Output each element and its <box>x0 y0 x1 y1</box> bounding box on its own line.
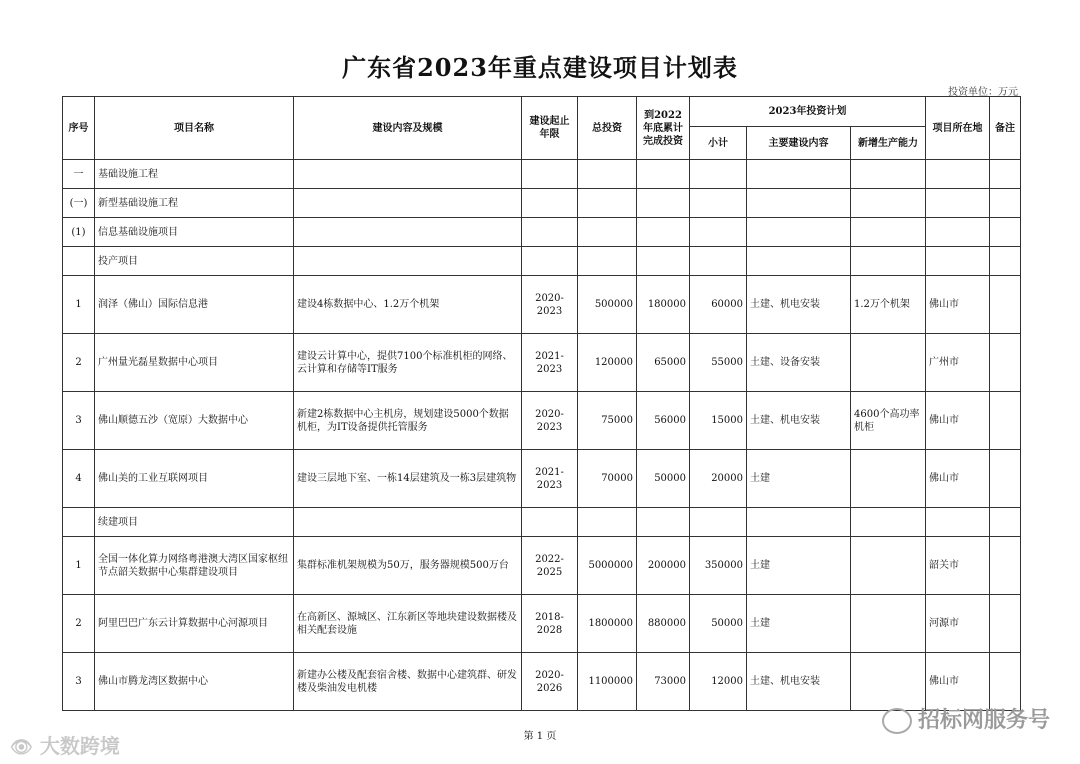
row-period: 2020-2026 <box>522 653 578 711</box>
row-subtotal: 12000 <box>690 653 747 711</box>
page-title: 广东省2023年重点建设项目计划表 <box>342 53 738 82</box>
row-seq: 4 <box>63 450 95 508</box>
header-seq: 序号 <box>63 97 95 160</box>
header-total: 总投资 <box>578 97 637 160</box>
row-location: 佛山市 <box>926 392 990 450</box>
watermark-left: 👁 大数跨境 <box>10 734 120 758</box>
row-seq: 1 <box>63 537 95 595</box>
header-subtotal: 小计 <box>690 127 747 160</box>
row-project-name: 全国一体化算力网络粤港澳大湾区国家枢纽节点韶关数据中心集群建设项目 <box>95 537 294 595</box>
table-row <box>63 595 1021 653</box>
row-location: 佛山市 <box>926 276 990 334</box>
row-period: 2021-2023 <box>522 450 578 508</box>
row-total-investment: 5000000 <box>578 537 637 595</box>
row-project-name: 佛山顺德五沙（宽原）大数据中心 <box>95 392 294 450</box>
header-location: 项目所在地 <box>926 97 990 160</box>
row-content: 建设云计算中心，提供7100个标准机柜的网络、云计算和存储等IT服务 <box>294 334 522 392</box>
row-total-investment: 70000 <box>578 450 637 508</box>
header-new-capacity: 新增生产能力 <box>851 127 926 160</box>
row-new-capacity <box>851 653 926 711</box>
section-row: (1) 信息基础设施项目 <box>63 218 1021 247</box>
row-new-capacity <box>851 537 926 595</box>
table-row <box>63 392 1021 450</box>
row-period: 2018-2028 <box>522 595 578 653</box>
row-subtotal: 350000 <box>690 537 747 595</box>
row-note <box>990 276 1021 334</box>
header-note: 备注 <box>990 97 1021 160</box>
row-seq: 3 <box>63 653 95 711</box>
row-project-name: 润泽（佛山）国际信息港 <box>95 276 294 334</box>
group-row-continuing: 续建项目 <box>63 508 1021 537</box>
table-row <box>63 537 1021 595</box>
row-new-capacity <box>851 450 926 508</box>
row-cumulative-investment: 200000 <box>637 537 690 595</box>
row-location: 广州市 <box>926 334 990 392</box>
row-period: 2020-2023 <box>522 392 578 450</box>
production-projects <box>63 276 1021 508</box>
row-main-content: 土建、设备安装 <box>747 334 851 392</box>
row-main-content: 土建 <box>747 450 851 508</box>
row-cumulative-investment: 180000 <box>637 276 690 334</box>
page-number: 第 1 页 <box>523 731 557 742</box>
row-subtotal: 50000 <box>690 595 747 653</box>
header-plan-2023: 2023年投资计划 <box>690 97 926 127</box>
table-row <box>63 653 1021 711</box>
row-location: 佛山市 <box>926 450 990 508</box>
table-row <box>63 450 1021 508</box>
row-location: 韶关市 <box>926 537 990 595</box>
row-new-capacity: 1.2万个机架 <box>851 276 926 334</box>
row-project-name: 阿里巴巴广东云计算数据中心河源项目 <box>95 595 294 653</box>
row-cumulative-investment: 65000 <box>637 334 690 392</box>
row-note <box>990 334 1021 392</box>
row-subtotal: 15000 <box>690 392 747 450</box>
row-main-content: 土建 <box>747 537 851 595</box>
row-total-investment: 1800000 <box>578 595 637 653</box>
row-subtotal: 55000 <box>690 334 747 392</box>
row-period: 2020-2023 <box>522 276 578 334</box>
row-main-content: 土建、机电安装 <box>747 276 851 334</box>
row-main-content: 土建、机电安装 <box>747 392 851 450</box>
section-row: 一 基础设施工程 <box>63 160 1021 189</box>
row-period: 2022-2025 <box>522 537 578 595</box>
continuing-projects <box>63 537 1021 711</box>
header-cumulative: 到2022年底累计完成投资 <box>637 97 690 160</box>
row-project-name: 佛山市腾龙湾区数据中心 <box>95 653 294 711</box>
row-total-investment: 120000 <box>578 334 637 392</box>
wechat-icon <box>882 708 912 734</box>
row-new-capacity <box>851 334 926 392</box>
row-content: 新建2栋数据中心主机房，规划建设5000个数据机柜，为IT设备提供托管服务 <box>294 392 522 450</box>
row-seq: 2 <box>63 334 95 392</box>
row-seq: 2 <box>63 595 95 653</box>
row-seq: 3 <box>63 392 95 450</box>
row-cumulative-investment: 56000 <box>637 392 690 450</box>
header-period: 建设起止年限 <box>522 97 578 160</box>
row-content: 新建办公楼及配套宿舍楼、数据中心建筑群、研发楼及柴油发电机楼 <box>294 653 522 711</box>
row-cumulative-investment: 73000 <box>637 653 690 711</box>
watermark-right: 招标网服务号 <box>882 703 1050 734</box>
row-new-capacity <box>851 595 926 653</box>
row-content: 在高新区、源城区、江东新区等地块建设数据楼及相关配套设施 <box>294 595 522 653</box>
row-total-investment: 500000 <box>578 276 637 334</box>
row-cumulative-investment: 50000 <box>637 450 690 508</box>
row-total-investment: 75000 <box>578 392 637 450</box>
row-note <box>990 392 1021 450</box>
watermark-logo-icon: 👁 <box>10 737 33 758</box>
header-main-content: 主要建设内容 <box>747 127 851 160</box>
group-row-production: 投产项目 <box>63 247 1021 276</box>
row-seq: 1 <box>63 276 95 334</box>
row-subtotal: 20000 <box>690 450 747 508</box>
row-location: 河源市 <box>926 595 990 653</box>
row-cumulative-investment: 880000 <box>637 595 690 653</box>
row-note <box>990 595 1021 653</box>
row-period: 2021-2023 <box>522 334 578 392</box>
investment-unit: 投资单位：万元 <box>948 87 1018 98</box>
section-row: (一) 新型基础设施工程 <box>63 189 1021 218</box>
row-main-content: 土建、机电安装 <box>747 653 851 711</box>
row-content: 建设4栋数据中心、1.2万个机架 <box>294 276 522 334</box>
row-note <box>990 450 1021 508</box>
row-project-name: 佛山美的工业互联网项目 <box>95 450 294 508</box>
header-name: 项目名称 <box>95 97 294 160</box>
row-project-name: 广州量光磊星数据中心项目 <box>95 334 294 392</box>
row-location: 佛山市 <box>926 653 990 711</box>
row-total-investment: 1100000 <box>578 653 637 711</box>
table-row <box>63 276 1021 334</box>
row-new-capacity: 4600个高功率机柜 <box>851 392 926 450</box>
row-subtotal: 60000 <box>690 276 747 334</box>
row-note <box>990 537 1021 595</box>
row-main-content: 土建 <box>747 595 851 653</box>
header-content: 建设内容及规模 <box>294 97 522 160</box>
table-row <box>63 334 1021 392</box>
row-content: 建设三层地下室、一栋14层建筑及一栋3层建筑物 <box>294 450 522 508</box>
row-content: 集群标准机架规模为50万，服务器规模500万台 <box>294 537 522 595</box>
row-note <box>990 653 1021 711</box>
project-plan-table <box>62 96 1021 711</box>
